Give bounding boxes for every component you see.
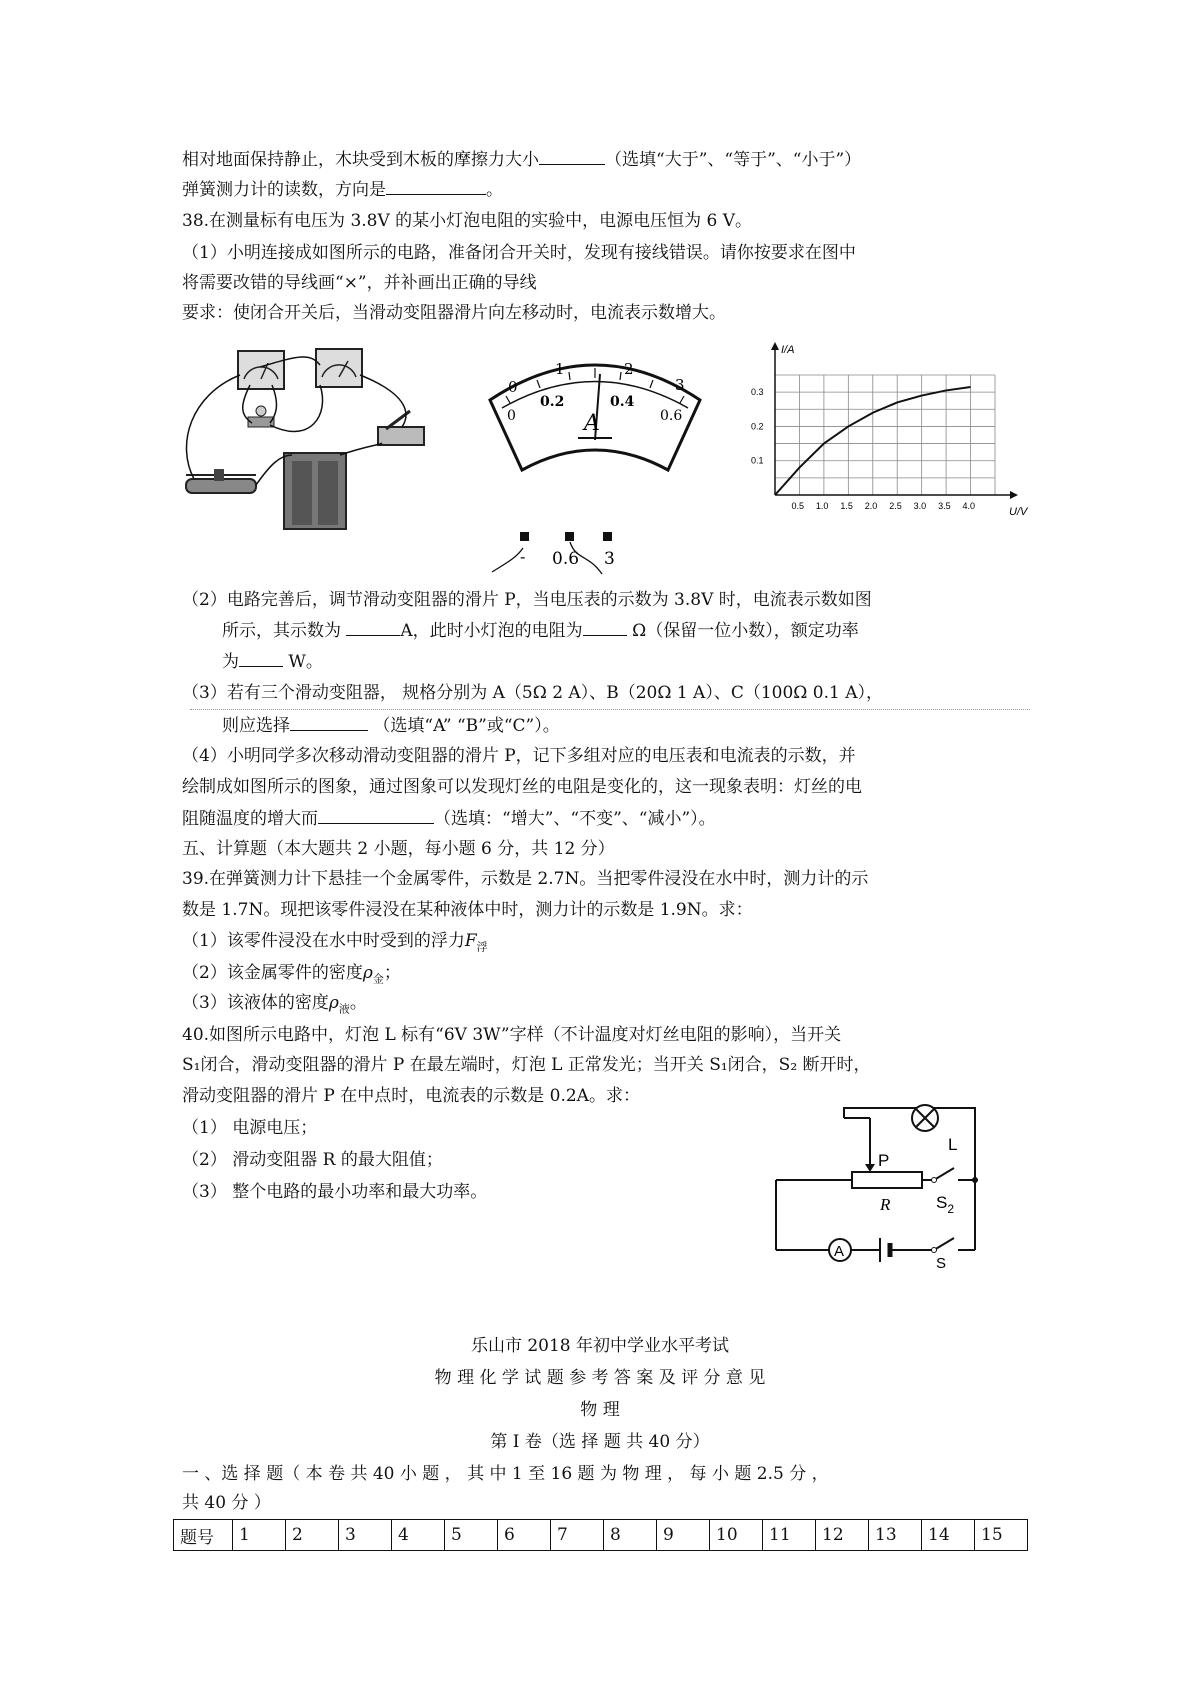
- label-switch2: $S_2$: [936, 1193, 955, 1216]
- table-cell: 15: [975, 1520, 1028, 1551]
- table-cell: 10: [710, 1520, 763, 1551]
- table-header-cell: 题号: [174, 1520, 233, 1551]
- rheostat-device: [186, 469, 256, 493]
- answer-blank[interactable]: [318, 805, 434, 824]
- terminal-0-6: 0.6: [552, 549, 580, 569]
- x-tick-label: 1.0: [815, 501, 829, 511]
- label-lamp: L: [948, 1135, 958, 1154]
- voltmeter-device: [316, 349, 362, 387]
- scale-bottom-3: 0.6: [660, 408, 683, 424]
- q39-sub2: （2）该金属零件的密度$\rho_金$；: [182, 963, 401, 986]
- table-cell: 9: [657, 1520, 710, 1551]
- q38-part1-line1: （1）小明连接成如图所示的电路，准备闭合开关时，发现有接线错误。请你按要求在图中: [182, 243, 856, 263]
- terminal-3: 3: [604, 549, 615, 569]
- terminal-neg: -: [520, 547, 526, 566]
- x-tick-label: 2.5: [889, 501, 902, 511]
- scale-top-2: 2: [624, 360, 634, 378]
- q40-line2: S₁闭合，滑动变阻器的滑片 P 在最左端时，灯泡 L 正常发光；当开关 S₁闭合，S₂ 断开时，: [182, 1055, 871, 1075]
- battery-device: [284, 453, 346, 529]
- circuit-diagram: [770, 1100, 1010, 1270]
- x-tick-label: 3.0: [913, 501, 927, 511]
- bulb-holder: [248, 406, 274, 427]
- answer-blank[interactable]: [239, 648, 283, 667]
- y-tick-label: 0.2: [751, 421, 764, 432]
- y-axis-arrow: [771, 342, 779, 350]
- ammeter-dial: [480, 360, 710, 520]
- dotted-divider: [190, 709, 1030, 710]
- ammeter-icon: [829, 1239, 851, 1261]
- x-axis-arrow: [1010, 491, 1018, 499]
- x-tick-label: 3.5: [938, 501, 951, 511]
- table-cell: 14: [922, 1520, 975, 1551]
- table-cell: 1: [233, 1520, 286, 1551]
- x-tick-label: 2.0: [864, 501, 878, 511]
- answer-blank[interactable]: [583, 617, 627, 636]
- label-slider: P: [878, 1151, 890, 1170]
- table-cell: 6: [498, 1520, 551, 1551]
- q40-line3: 滑动变阻器的滑片 P 在中点时，电流表的示数是 0.2A。求：: [182, 1086, 640, 1106]
- answer-blank[interactable]: [539, 146, 605, 165]
- y-tick-label: 0.3: [751, 387, 764, 398]
- table-cell: 13: [869, 1520, 922, 1551]
- answer-section1-line1: 一 、选 择 题（ 本 卷 共 40 小 题 ， 其 中 1 至 16 题 为 物 理 ， 每 小 题 2.5 分 ，: [182, 1464, 829, 1484]
- x-axis-label: U/V: [1009, 506, 1028, 518]
- label-switch1: S: [936, 1255, 947, 1272]
- lamp-icon: [912, 1105, 938, 1131]
- table-cell: 8: [604, 1520, 657, 1551]
- table-cell: 3: [339, 1520, 392, 1551]
- answer-blank[interactable]: [290, 712, 368, 731]
- q38-part2-line3: 为 W。: [222, 648, 323, 675]
- x-tick-label: 0.5: [791, 501, 804, 511]
- scale-bottom-0: 0: [507, 408, 516, 424]
- ammeter-device: [238, 351, 284, 389]
- q38-requirement: 要求：使闭合开关后，当滑动变阻器滑片向左移动时，电流表示数增大。: [182, 303, 726, 323]
- q37-line2: 弹簧测力计的读数，方向是 。: [182, 176, 503, 203]
- x-tick-label: 4.0: [962, 501, 976, 511]
- answer-title3: 物 理: [580, 1400, 620, 1420]
- table-row: [174, 1520, 1028, 1551]
- meter-unit: A: [584, 411, 600, 436]
- label-resistor: R: [880, 1195, 891, 1214]
- q40-sub3: （3） 整个电路的最小功率和最大功率。: [182, 1182, 488, 1202]
- q38-part4-line2: 绘制成如图所示的图象，通过图象可以发现灯丝的电阻是变化的，这一现象表明：灯丝的电: [182, 777, 862, 797]
- answer-blank[interactable]: [386, 176, 486, 195]
- q37-line1: 相对地面保持静止，木块受到木板的摩擦力大小 （选填“大于”、“等于”、“小于”）: [182, 146, 861, 173]
- q39-sub3: （3）该液体的密度$\rho_液$。: [182, 993, 367, 1016]
- answer-title2: 物 理 化 学 试 题 参 考 答 案 及 评 分 意 见: [434, 1368, 766, 1388]
- svg-text:A: A: [834, 1243, 845, 1260]
- answer-table: [173, 1519, 1028, 1551]
- q40-line1: 40.如图所示电路中，灯泡 L 标有“6V 3W”字样（不计温度对灯丝电阻的影响），当开关: [182, 1025, 842, 1045]
- q38-part4-line3: 阻随温度的增大而 （选填：“增大”、“不变”、“减小”）。: [182, 805, 716, 832]
- q39-line2: 数是 1.7N。现把该零件浸没在某种液体中时，测力计的示数是 1.9N。求：: [182, 900, 753, 920]
- scale-top-3: 3: [675, 376, 685, 394]
- q38-part3-line1: （3）若有三个滑动变阻器， 规格分别为 A（5Ω 2 A）、B（20Ω 1 A）、C（100Ω 0.1 A），: [182, 683, 883, 703]
- q38-stem: 38.在测量标有电压为 3.8V 的某小灯泡电阻的实验中，电源电压恒为 6 V。: [182, 211, 753, 231]
- table-cell: 7: [551, 1520, 604, 1551]
- answer-blank[interactable]: [346, 617, 400, 636]
- y-axis-label: I/A: [781, 344, 795, 356]
- circuit-photo: [180, 345, 440, 535]
- q38-part1-line2: 将需要改错的导线画“×”，并补画出正确的导线: [182, 273, 537, 293]
- table-cell: 4: [392, 1520, 445, 1551]
- scale-top-1: 1: [555, 360, 565, 378]
- q38-part4-line1: （4）小明同学多次移动滑动变阻器的滑片 P，记下多组对应的电压表和电流表的示数，并: [182, 746, 856, 766]
- iu-chart: [730, 344, 1028, 545]
- scale-top-0: 0: [508, 378, 518, 396]
- scale-bottom-2: 0.4: [610, 394, 635, 410]
- y-tick-label: 0.1: [751, 455, 764, 466]
- q40-sub2: （2） 滑动变阻器 R 的最大阻值；: [182, 1150, 443, 1170]
- battery-icon: [880, 1238, 890, 1262]
- answer-title1: 乐山市 2018 年初中学业水平考试: [470, 1336, 730, 1356]
- x-tick-label: 1.5: [840, 501, 853, 511]
- scale-bottom-1: 0.2: [540, 394, 565, 410]
- section5-title: 五、计算题（本大题共 2 小题，每小题 6 分，共 12 分）: [182, 839, 615, 859]
- q38-part3-line2: 则应选择 （选填“A” “B”或“C”）。: [222, 712, 560, 739]
- q38-part2-line2: 所示，其示数为 A，此时小灯泡的电阻为 Ω（保留一位小数），额定功率: [222, 617, 859, 644]
- q39-line1: 39.在弹簧测力计下悬挂一个金属零件，示数是 2.7N。当把零件浸没在水中时，测力计的示: [182, 869, 869, 889]
- answer-title4: 第 I 卷（选 择 题 共 40 分）: [490, 1432, 710, 1452]
- table-cell: 12: [816, 1520, 869, 1551]
- q40-sub1: （1） 电源电压；: [182, 1118, 318, 1138]
- table-cell: 5: [445, 1520, 498, 1551]
- answer-section1-line2: 共 40 分 ）: [182, 1493, 271, 1513]
- table-cell: 2: [286, 1520, 339, 1551]
- q38-part2-line1: （2）电路完善后，调节滑动变阻器的滑片 P，当电压表的示数为 3.8V 时，电流表示数如图: [182, 590, 872, 610]
- table-cell: 11: [763, 1520, 816, 1551]
- q39-sub1: （1）该零件浸没在水中时受到的浮力$F_浮$: [182, 931, 488, 954]
- switch-device: [378, 411, 424, 445]
